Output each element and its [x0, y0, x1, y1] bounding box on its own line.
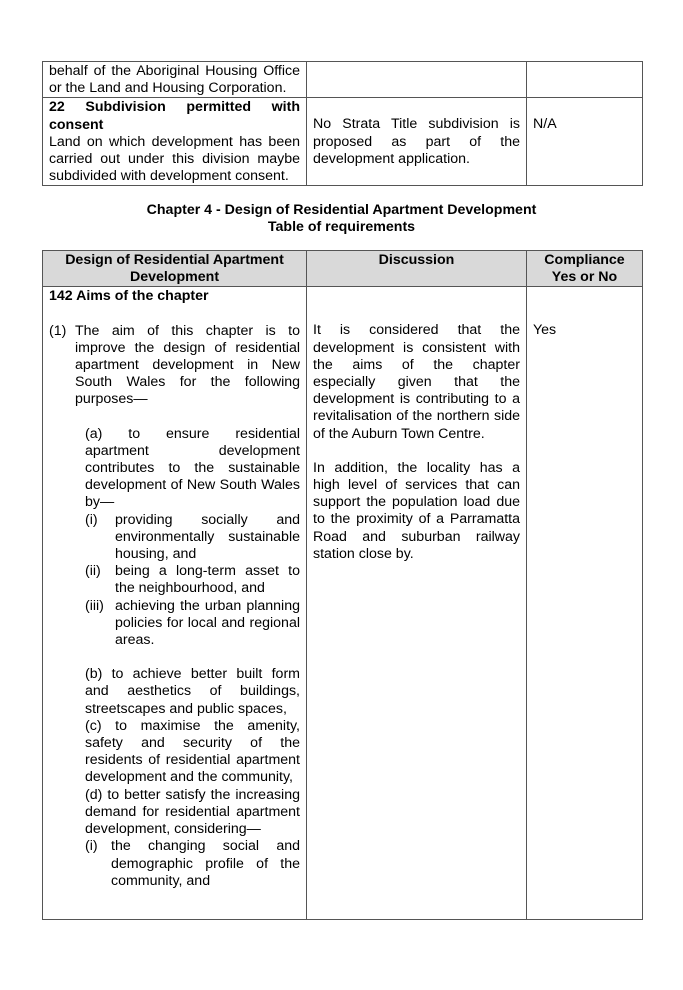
compliance-value: Yes	[533, 322, 557, 339]
table-row	[43, 287, 643, 920]
column-header: Design of Residential Apartment Development	[43, 251, 307, 287]
discussion-cell	[307, 287, 527, 920]
subclause-c: (c) to maximise the amenity, safety and security of the residents of residential apartment development and the community,	[85, 717, 300, 786]
table-row	[43, 98, 643, 186]
table-header-row	[43, 251, 643, 287]
top-table	[42, 61, 643, 186]
discussion-cell	[307, 62, 527, 98]
compliance-value: N/A	[533, 116, 557, 133]
requirements-table	[42, 250, 643, 920]
clause-number: (1)	[49, 322, 67, 339]
discussion-text: No Strata Title subdivision is proposed as part of the development application.	[313, 116, 520, 167]
column-header: Discussion	[307, 251, 527, 287]
subclause-a: (a) to ensure residential apartment development contributes to the sustainable development of New South Wales by—	[85, 425, 300, 511]
clause-text: The aim of this chapter is to improve the design of residential apartment development in New South Wales for the following purposes—	[75, 322, 300, 408]
clause-heading: 22 Subdivision permitted with consent	[49, 99, 300, 133]
chapter-title: Chapter 4 - Design of Residential Apartment Development	[146, 202, 537, 218]
list-item: (ii) being a long-term asset to the neighbourhood, and	[85, 563, 300, 597]
compliance-cell	[527, 287, 643, 920]
subclause-d: (d) to better satisfy the increasing demand for residential apartment development, considering—	[85, 786, 300, 838]
requirement-cell	[43, 287, 307, 920]
column-header: Compliance Yes or No	[527, 251, 643, 287]
discussion-text: In addition, the locality has a high level of services that can support the population load due to the proximity of a Parramatta Road and suburban railway station close by.	[313, 459, 520, 562]
clause-item	[49, 323, 300, 890]
compliance-cell	[527, 62, 643, 98]
subclause-b: (b) to achieve better built form and aesthetics of buildings, streetscapes and public spaces,	[85, 666, 300, 717]
requirement-cell	[43, 62, 307, 98]
list-item: (i) providing socially and environmentally sustainable housing, and	[85, 511, 300, 563]
requirement-text: behalf of the Aboriginal Housing Office or the Land and Housing Corporation.	[49, 63, 300, 97]
discussion-cell	[307, 98, 527, 186]
clause-text: Land on which development has been carried out under this division maybe subdivided with development consent.	[49, 133, 300, 185]
list-item: (iii) achieving the urban planning policies for local and regional areas.	[85, 597, 300, 649]
list-item: (i) the changing social and demographic profile of the community, and	[85, 838, 300, 889]
discussion-text: It is considered that the development is consistent with the aims of the chapter especially given that the development is contributing to a revitalisation of the northern side of the Auburn Town Centre.	[313, 322, 520, 442]
compliance-cell	[527, 98, 643, 186]
requirement-cell	[43, 98, 307, 186]
table-row	[43, 62, 643, 98]
section-heading: 142 Aims of the chapter	[49, 288, 209, 305]
chapter-subtitle: Table of requirements	[267, 219, 416, 235]
